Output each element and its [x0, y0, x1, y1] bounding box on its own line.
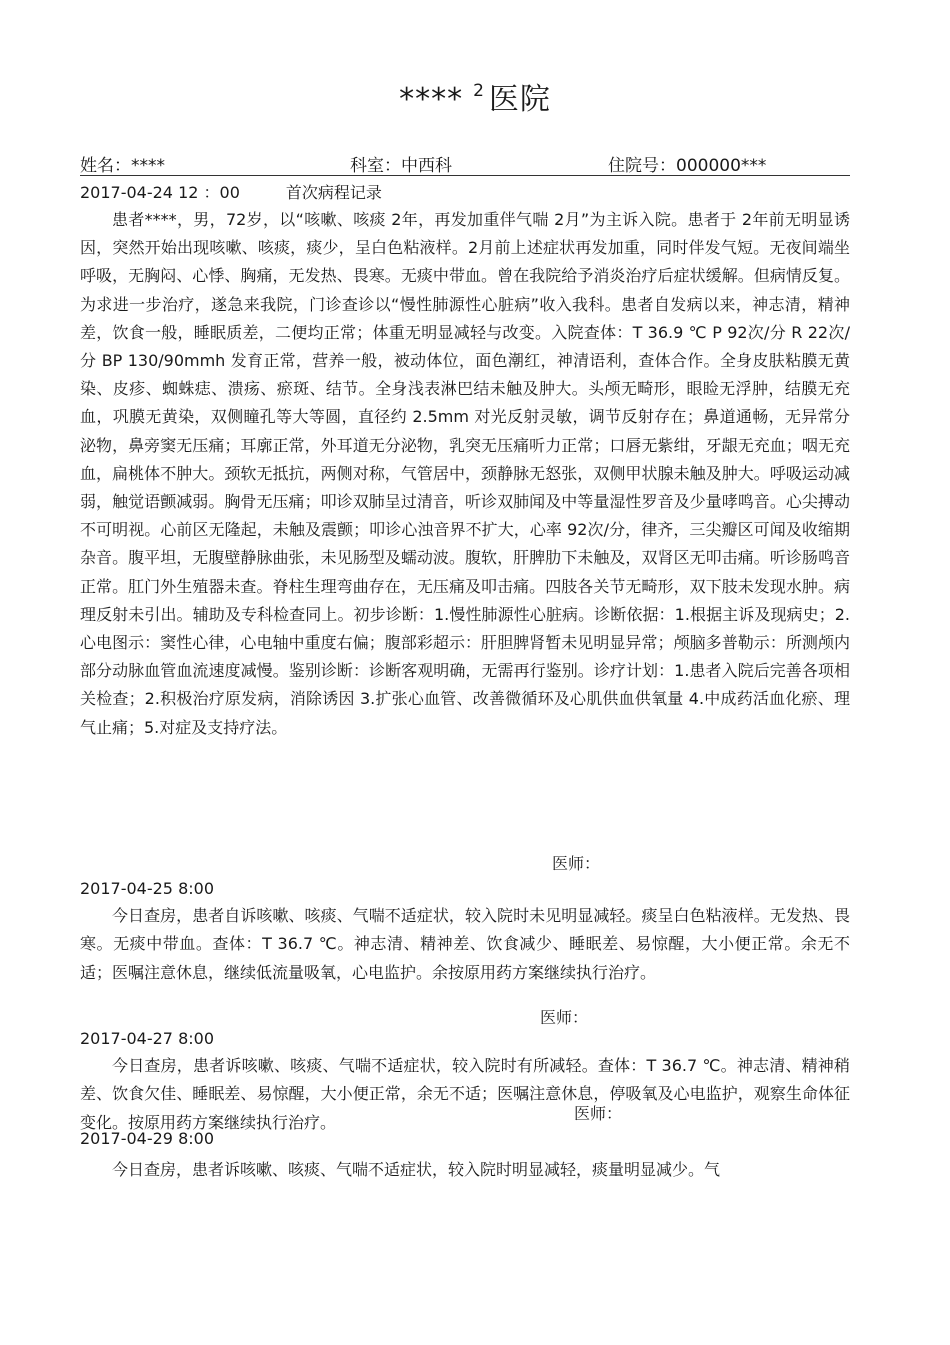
- entry-text: 患者****，男，72岁，以“咳嗽、咳痰 2年，再发加重伴气喘 2月”为主诉入院。患者于 2年前无明显诱因，突然开始出现咳嗽、咳痰，痰少，呈白色粘液样。2月前上述症状再发加重，同时伴发气短。无夜间端坐呼吸，无胸闷、心悸、胸痛，无发热、畏寒。无痰中带血。曾在我院给予消炎治疗后症状缓解。但病情反复。为求进一步治疗，遂急来我院，门诊查诊以“慢性肺源性心脏病”收入我科。患者自发病以来，神志清，精神差，饮食一般，睡眠质差，二便均正常；体重无明显减轻与改变。入院查体：T 36.9 ℃ P 92次/分 R 22次/分 BP 130/90mmh 发育正常，营养一般，被动体位，面色潮红，神清语利，查体合作。全身皮肤粘膜无黄染、皮疹、蜘蛛痣、溃疡、瘀斑、结节。全身浅表淋巴结未触及肿大。头颅无畸形，眼睑无浮肿，结膜无充血，巩膜无黄染，双侧瞳孔等大等圆，直径约 2.5mm 对光反射灵敏，调节反射存在；鼻道通畅，无异常分泌物，鼻旁窦无压痛；耳廓正常，外耳道无分泌物，乳突无压痛听力正常；口唇无紫绀，牙龈无充血；咽无充血，扁桃体不肿大。颈软无抵抗，两侧对称，气管居中，颈静脉无怒张，双侧甲状腺未触及肿大。呼吸运动减弱，触觉语颤减弱。胸骨无压痛；叩诊双肺呈过清音，听诊双肺闻及中等量湿性罗音及少量哮鸣音。心尖搏动不可明视。心前区无隆起，未触及震颤；叩诊心浊音界不扩大，心率 92次/分，律齐，三尖瓣区可闻及收缩期杂音。腹平坦，无腹壁静脉曲张，未见肠型及蠕动波。腹软，肝脾肋下未触及，双肾区无叩击痛。听诊肠鸣音正常。肛门外生殖器未查。脊柱生理弯曲存在，无压痛及叩击痛。四肢各关节无畸形，双下肢未发现水肿。病理反射未引出。辅助及专科检查同上。初步诊断：1.慢性肺源性心脏病。诊断依据：1.根据主诉及现病史；2.心电图示：窦性心律，心电轴中重度右偏；腹部彩超示：肝胆脾肾暂未见明显异常；颅脑多普勒示：所测颅内部分动脉血管血流速度减慢。鉴别诊断：诊断客观明确，无需再行鉴别。诊疗计划：1.患者入院后完善各项相关检查；2.积极治疗原发病，消除诱因 3.扩张心血管、改善微循环及心肌供血供氧量 4.中成药活血化瘀、理气止痛；5.对症及支持疗法。: [80, 210, 850, 737]
- hospital-title-superscript: 2: [473, 81, 485, 101]
- doctor-signature-label: 医师：: [540, 1008, 589, 1027]
- doctor-signature-label: 医师：: [552, 854, 601, 873]
- entry-note-type: 首次病程记录: [285, 183, 382, 202]
- hospital-title-suffix: 医院: [488, 82, 551, 117]
- patient-name: 姓名：****: [80, 156, 165, 176]
- entry-timestamp: 2017-04-24 12 ：00: [80, 183, 240, 202]
- admission-number: 住院号：000000***: [608, 156, 767, 176]
- progress-entry: [80, 180, 850, 742]
- entry-text: 今日查房，患者诉咳嗽、咳痰、气喘不适症状，较入院时明显减轻，痰量明显减少。气: [112, 1160, 721, 1179]
- progress-entry: [80, 876, 850, 987]
- entry-timestamp: 2017-04-25 8:00: [80, 879, 214, 898]
- progress-entry: [80, 1126, 850, 1184]
- entry-timestamp: 2017-04-27 8:00: [80, 1029, 214, 1048]
- entry-text: 今日查房，患者自诉咳嗽、咳痰、气喘不适症状，较入院时未见明显减轻。痰呈白色粘液样。无发热、畏寒。无痰中带血。查体：T 36.7 ℃。神志清、精神差、饮食减少、睡眠差、易惊醒，大小便正常。余无不适；医嘱注意休息，继续低流量吸氧，心电监护。余按原用药方案继续执行治疗。: [80, 906, 850, 982]
- department: 科室：中西科: [350, 156, 452, 176]
- entry-text: 今日查房，患者诉咳嗽、咳痰、气喘不适症状，较入院时有所减轻。查体：T 36.7 ℃。神志清、精神稍差、饮食欠佳、睡眠差、易惊醒，大小便正常，余无不适；医嘱注意休息，停吸氧及心电监护，观察生命体征变化。按原用药方案继续执行治疗。: [80, 1056, 850, 1132]
- doctor-signature-label: 医师：: [574, 1104, 623, 1123]
- entry-timestamp-row: [80, 180, 850, 206]
- progress-entry: [80, 1026, 850, 1137]
- hospital-title: [0, 74, 950, 118]
- patient-header: [80, 150, 850, 176]
- hospital-title-prefix: ****: [399, 82, 464, 117]
- entry-timestamp: 2017-04-29 8:00: [80, 1129, 214, 1148]
